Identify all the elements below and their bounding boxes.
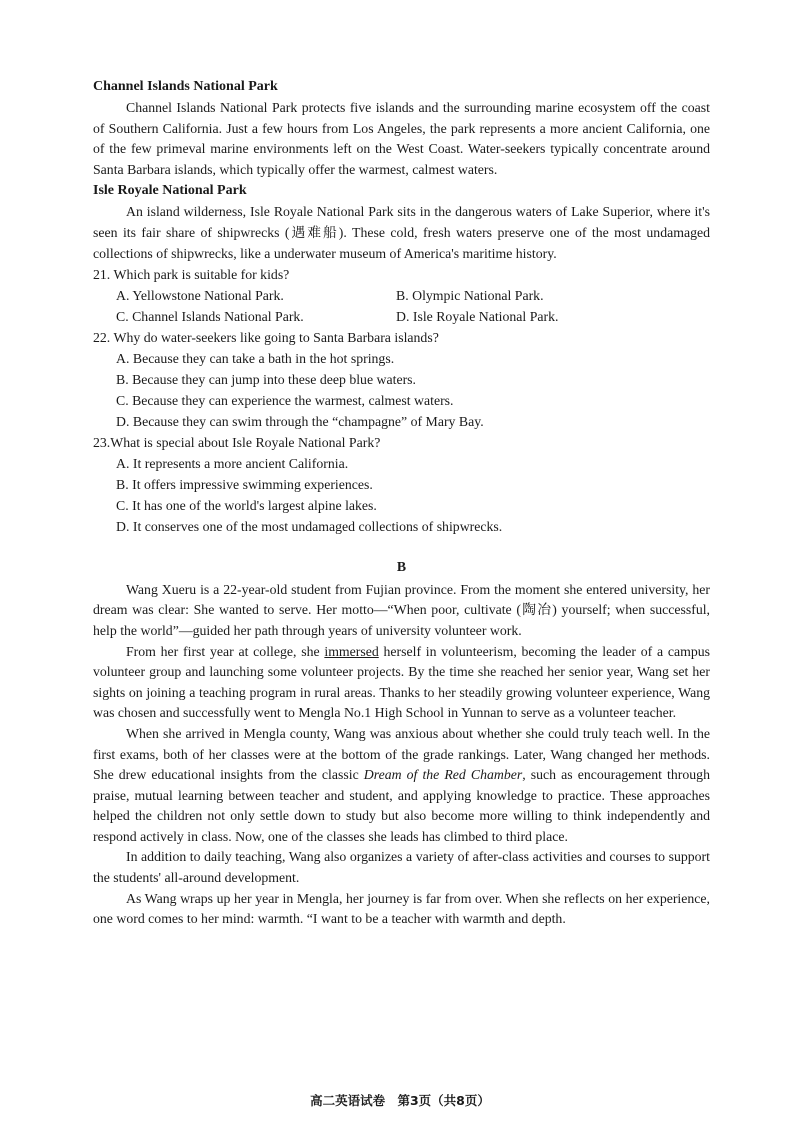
question-stem: 21. Which park is suitable for kids? [93, 267, 290, 283]
question-21 [93, 264, 710, 327]
option-a: A. Yellowstone National Park. [116, 288, 284, 304]
question-stem: 22. Why do water-seekers like going to Santa Barbara islands? [93, 330, 439, 346]
exam-page [93, 76, 710, 930]
underlined-word: immersed [324, 643, 379, 659]
option-d: D. Because they can swim through the “champagne” of Mary Bay. [116, 414, 484, 430]
paragraph-text: From her first year at college, she [126, 643, 325, 659]
section-b-heading: B [396, 559, 407, 575]
paragraph-text: herself in volunteerism, becoming the leader of a campus volunteer group and launching some volunteer projects. By the time she reached her senior year, Wang set her sights on joining a teaching program in rural areas. Thanks to her steadily growing volunteer experience, Wang was chosen and successfully went to Mengla No.1 High School in Yunnan to serve as a volunteer teacher. [93, 643, 710, 721]
question-22 [93, 327, 710, 432]
option-c: C. It has one of the world's largest alpine lakes. [116, 498, 377, 514]
page-number: 第3页（共8页） [397, 1093, 490, 1108]
question-options [93, 285, 710, 327]
exam-title: 高二英语试卷 [310, 1093, 386, 1108]
isle-royale-heading: Isle Royale National Park [93, 183, 247, 199]
page-footer [0, 1091, 800, 1109]
option-b: B. Because they can jump into these deep blue waters. [116, 372, 416, 388]
book-title: Dream of the Red Chamber [363, 767, 523, 783]
option-a: A. It represents a more ancient California. [116, 456, 349, 472]
isle-royale-paragraph: An island wilderness, Isle Royale National Park sits in the dangerous waters of Lake Superior, where it's seen its fair share of shipwrecks (遇难船). These cold, fresh waters preserve one of the most undamaged collections of shipwrecks, like a underwater museum of America's maritime history. [93, 204, 710, 261]
option-a: A. Because they can take a bath in the hot springs. [116, 351, 395, 367]
channel-islands-heading: Channel Islands National Park [93, 79, 278, 94]
passage-b-paragraph-4: In addition to daily teaching, Wang also organizes a variety of after-class activities and courses to support the students' all-around development. [93, 849, 710, 886]
question-stem: 23.What is special about Isle Royale National Park? [93, 435, 381, 451]
paragraph-text: , such as encouragement through praise, mutual learning between teacher and student, and applying knowledge to practice. These approaches helped the children not only settle down to study but also become more willing to think independently and respond actively in class. Now, one of the classes she leads has climbed to third place. [93, 767, 710, 844]
option-d: D. It conserves one of the most undamaged collections of shipwrecks. [116, 519, 503, 535]
question-23 [93, 432, 710, 537]
passage-b-paragraph-2 [93, 642, 710, 724]
option-b: B. It offers impressive swimming experiences. [116, 477, 373, 493]
passage-b-paragraph-3 [93, 724, 710, 848]
passage-b-paragraph-1: Wang Xueru is a 22-year-old student from Fujian province. From the moment she entered university, her dream was clear: She wanted to serve. Her motto—“When poor, cultivate (陶冶) yourself; when successful, help the world”—guided her path through years of university volunteer work. [93, 581, 710, 638]
question-options [93, 453, 710, 537]
option-c: C. Because they can experience the warmest, calmest waters. [116, 393, 454, 409]
question-options [93, 348, 710, 432]
option-b: B. Olympic National Park. [396, 288, 544, 304]
option-d: D. Isle Royale National Park. [396, 309, 559, 325]
paragraph-text: When she arrived in Mengla county, Wang was anxious about whether she could truly teach well. In the first exams, both of her classes were at the bottom of the grade rankings. Later, Wang changed her methods. She drew educational insights from the classic [93, 725, 710, 783]
passage-b-paragraph-5: As Wang wraps up her year in Mengla, her journey is far from over. When she reflects on her experience, one word comes to her mind: warmth. “I want to be a teacher with warmth and depth. [93, 890, 710, 927]
channel-islands-paragraph: Channel Islands National Park protects five islands and the surrounding marine ecosystem off the coast of Southern California. Just a few hours from Los Angeles, the park represents a more ancient California, one of the few primeval marine environments left on the West Coast. Water-seekers typically concentrate around Santa Barbara islands, which typically offer the warmest, calmest waters. [93, 100, 710, 177]
option-c: C. Channel Islands National Park. [116, 309, 304, 325]
